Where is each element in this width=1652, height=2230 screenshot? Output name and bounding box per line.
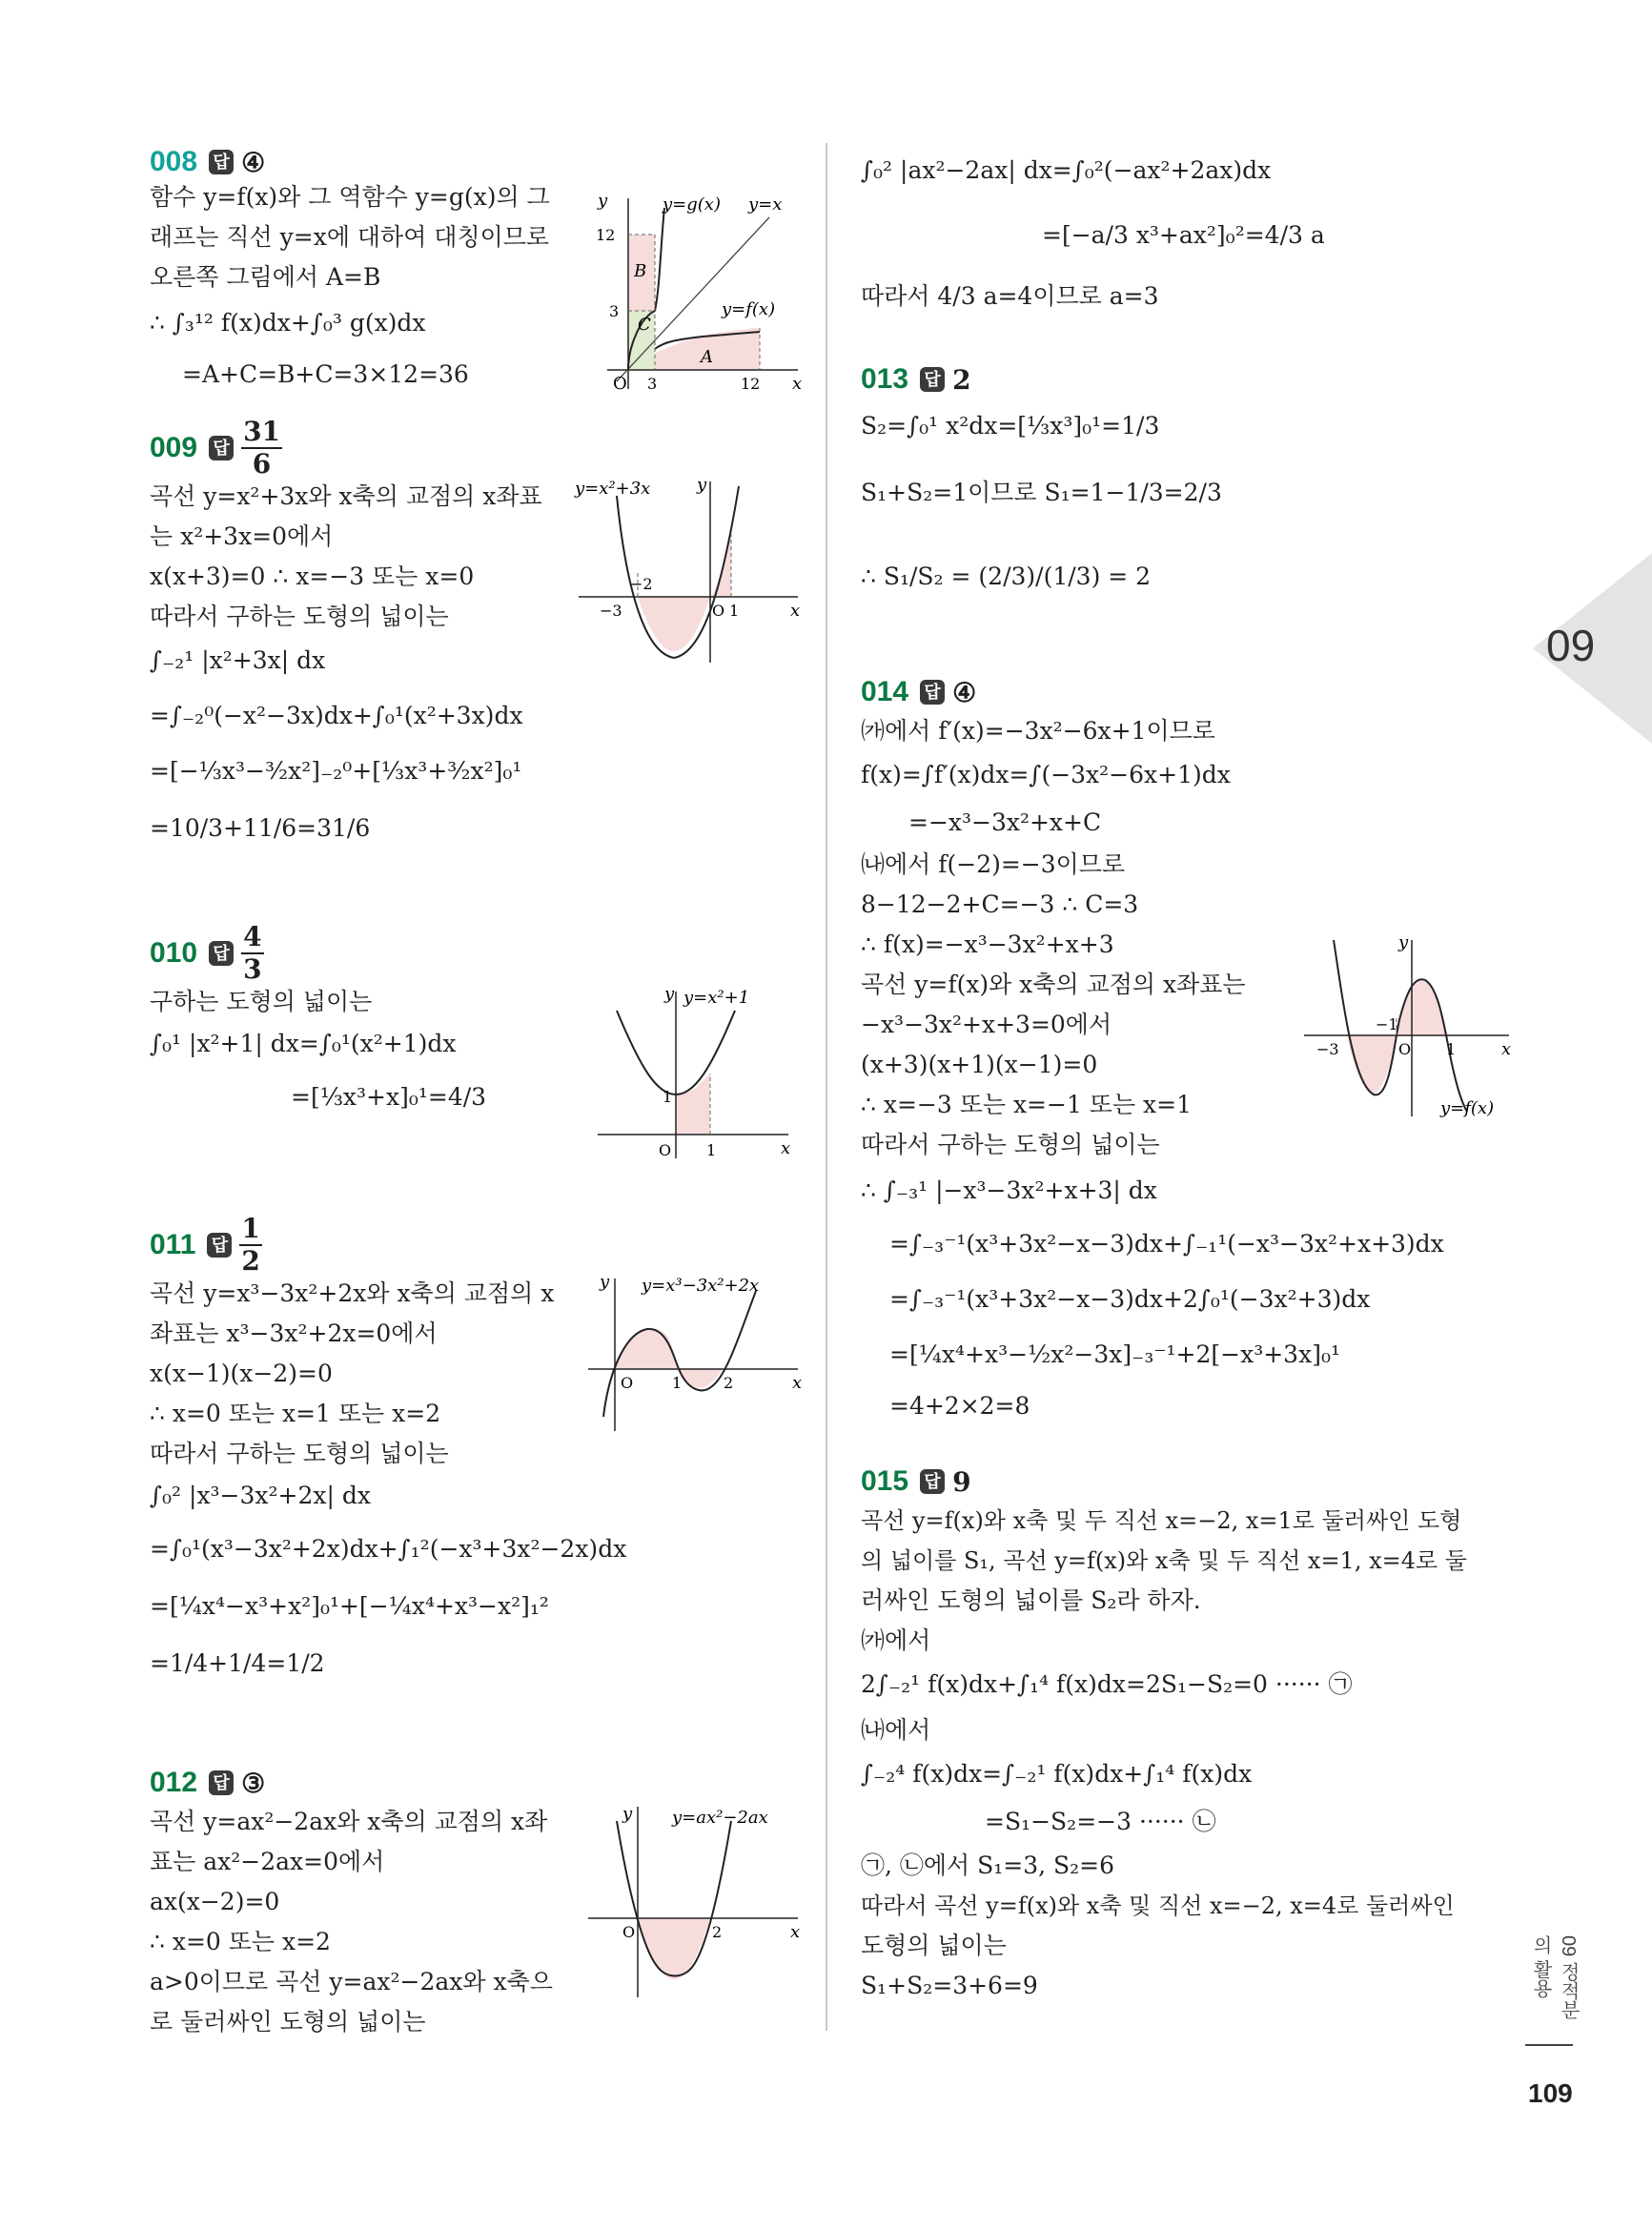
text-line: 따라서 곡선 y=f(x)와 x축 및 직선 x=−2, x=4로 둘러싸인 — [861, 1892, 1455, 1919]
graph-011 — [588, 1274, 807, 1436]
text-line: 도형의 넓이는 — [861, 1932, 1007, 1959]
answer-denominator: 6 — [252, 448, 272, 480]
text-line: 로 둘러싸인 도형의 넓이는 — [150, 2008, 426, 2036]
answer-value: ④ — [241, 146, 266, 178]
formula-line: =∫₋₃⁻¹(x³+3x²−x−3)dx+2∫₀¹(−3x²+3)dx — [889, 1285, 1371, 1313]
y-axis-label: y — [664, 984, 675, 1004]
y-axis-label: y — [622, 1804, 633, 1824]
formula-line: ∫₋₂¹ |x²+3x| dx — [150, 646, 326, 674]
problem-number: 012 — [150, 1767, 198, 1798]
formula-line: =∫₋₂⁰(−x²−3x)dx+∫₀¹(x²+3x)dx — [150, 702, 523, 729]
x-axis-label: x — [792, 1373, 803, 1393]
text-line: 곡선 y=f(x)와 x축의 교점의 x좌표는 — [861, 971, 1246, 998]
text-line: a>0이므로 곡선 y=ax²−2ax와 x축으 — [150, 1968, 553, 1995]
formula-line: ∫₋₂⁴ f(x)dx=∫₋₂¹ f(x)dx+∫₁⁴ f(x)dx — [861, 1760, 1253, 1788]
text-line: ㈏에서 f(−2)=−3이므로 — [861, 850, 1126, 878]
origin-label: O — [712, 602, 725, 620]
text-line: 래프는 직선 y=x에 대하여 대칭이므로 — [150, 223, 550, 251]
answer-numerator: 4 — [243, 921, 262, 952]
answer-tag: 답 — [209, 150, 234, 174]
text-line: ∴ f(x)=−x³−3x²+x+3 — [861, 931, 1114, 958]
curve-label: y=ax²−2ax — [672, 1808, 768, 1828]
formula-line: 2∫₋₂¹ f(x)dx+∫₁⁴ f(x)dx=2S₁−S₂=0 ······ ㉠ — [861, 1670, 1353, 1698]
tick-1: 1 — [672, 1374, 683, 1392]
origin-label: O — [1398, 1040, 1412, 1058]
tick-1-y: 1 — [663, 1088, 673, 1106]
answer-fraction — [239, 1213, 261, 1277]
text-line: ㈏에서 — [861, 1716, 931, 1744]
problem-011 — [150, 1213, 817, 1677]
formula-line: ∴ ∫₃¹² f(x)dx+∫₀³ g(x)dx — [150, 309, 426, 337]
answer-denominator: 3 — [243, 953, 262, 985]
y-axis-label: y — [697, 477, 707, 495]
graph-010 — [588, 982, 798, 1163]
answer-tag: 답 — [209, 436, 234, 460]
formula-line: =[−a/3 x³+ax²]₀²=4/3 a — [1042, 221, 1325, 249]
text-line: x(x+3)=0 ∴ x=−3 또는 x=0 — [150, 563, 475, 590]
text-line: 따라서 구하는 도형의 넓이는 — [150, 1440, 449, 1467]
column-divider — [826, 143, 827, 2031]
x-axis-label: x — [781, 1138, 791, 1158]
answer-tag: 답 — [209, 941, 234, 966]
origin-label: O — [622, 1923, 636, 1941]
text-line: −x³−3x²+x+3=0에서 — [861, 1011, 1112, 1038]
x-axis-label: x — [790, 1922, 801, 1942]
tick-minus1: −1 — [1376, 1015, 1398, 1033]
formula-line: =[−⅓x³−³⁄₂x²]₋₂⁰+[⅓x³+³⁄₂x²]₀¹ — [150, 757, 522, 785]
graph-008 — [588, 189, 807, 399]
f-curve-label: y=f(x) — [722, 299, 776, 319]
answer-numerator: 31 — [243, 416, 281, 447]
answer-tag: 답 — [920, 367, 945, 392]
text-line: 곡선 y=x²+3x와 x축의 교점의 x좌표 — [150, 482, 542, 510]
region-B: B — [634, 261, 647, 281]
formula-line: =4+2×2=8 — [889, 1392, 1030, 1420]
answer-tag: 답 — [920, 1469, 945, 1494]
region-C: C — [638, 315, 651, 335]
text-line: (x+3)(x+1)(x−1)=0 — [861, 1051, 1098, 1078]
problem-009 — [150, 416, 817, 842]
curve-label: y=f(x) — [1440, 1098, 1495, 1118]
formula-line: =−x³−3x²+x+C — [908, 808, 1102, 836]
region-A: A — [701, 347, 713, 367]
problem-015 — [861, 1463, 1519, 1999]
formula-line: f(x)=∫f′(x)dx=∫(−3x²−6x+1)dx — [861, 761, 1231, 788]
formula-line: ∫₀² |ax²−2ax| dx=∫₀²(−ax²+2ax)dx — [861, 156, 1272, 184]
tick-minus2: −2 — [630, 575, 653, 593]
tick-2: 2 — [724, 1374, 734, 1392]
formula-line: =S₁−S₂=−3 ······ ㉡ — [985, 1808, 1216, 1835]
tick-12-y: 12 — [596, 226, 616, 244]
formula-line: =[⅓x³+x]₀¹=4/3 — [291, 1083, 487, 1111]
page-number: 109 — [1528, 2078, 1573, 2108]
graph-014 — [1299, 931, 1519, 1121]
graph-009 — [569, 477, 807, 667]
tick-minus3: −3 — [600, 602, 622, 620]
tick-1: 1 — [729, 602, 740, 620]
problem-008 — [150, 143, 817, 394]
text-line: ∴ x=−3 또는 x=−1 또는 x=1 — [861, 1091, 1192, 1118]
answer-numerator: 1 — [241, 1213, 260, 1244]
line-label: y=x — [748, 194, 783, 215]
side-chapter-title: 09 정적분의 활용 — [1530, 1935, 1579, 2019]
formula-line: =∫₀¹(x³−3x²+2x)dx+∫₁²(−x³+3x²−2x)dx — [150, 1535, 627, 1563]
text-line: S₁+S₂=3+6=9 — [861, 1972, 1038, 1999]
text-line: ∴ x=0 또는 x=2 — [150, 1928, 331, 1955]
text-line: 8−12−2+C=−3 ∴ C=3 — [861, 890, 1139, 918]
formula-line: =1/4+1/4=1/2 — [150, 1649, 325, 1677]
graph-012 — [588, 1802, 807, 2002]
curve-label: y=x²+3x — [575, 479, 651, 499]
answer-tag: 답 — [209, 1770, 234, 1795]
answer-fraction — [241, 921, 263, 985]
answer-tag: 답 — [920, 680, 945, 705]
text-line: 따라서 4/3 a=4이므로 a=3 — [861, 282, 1159, 310]
answer-value: 2 — [952, 363, 971, 396]
formula-line: =10/3+11/6=31/6 — [150, 814, 371, 842]
answer-value: 9 — [952, 1465, 971, 1498]
formula-line: ∫₀¹ |x²+1| dx=∫₀¹(x²+1)dx — [150, 1030, 457, 1057]
text-line: 표는 ax²−2ax=0에서 — [150, 1848, 385, 1875]
answer-value: ③ — [241, 1767, 266, 1799]
formula-line: S₂=∫₀¹ x²dx=[⅓x³]₀¹=1/3 — [861, 412, 1160, 440]
text-line: 의 넓이를 S₁, 곡선 y=f(x)와 x축 및 두 직선 x=1, x=4로 둘 — [861, 1547, 1467, 1574]
curve-label: y=x²+1 — [683, 988, 750, 1008]
text-line: 곡선 y=ax²−2ax와 x축의 교점의 x좌 — [150, 1808, 548, 1835]
formula-line: =[¼x⁴−x³+x²]₀¹+[−¼x⁴+x³−x²]₁² — [150, 1592, 549, 1620]
tick-minus3: −3 — [1316, 1040, 1339, 1058]
problem-number: 011 — [150, 1229, 196, 1260]
answer-value: ④ — [952, 676, 977, 708]
text-line: ax(x−2)=0 — [150, 1888, 280, 1915]
chapter-tab-label: 09 — [1546, 621, 1596, 670]
y-axis-label: y — [598, 191, 608, 211]
problem-number: 015 — [861, 1465, 909, 1497]
text-line: 함수 y=f(x)와 그 역함수 y=g(x)의 그 — [150, 183, 550, 211]
origin-label: O — [621, 1374, 634, 1392]
text-line: x(x−1)(x−2)=0 — [150, 1360, 333, 1387]
text-line: 러싸인 도형의 넓이를 S₂라 하자. — [861, 1586, 1201, 1614]
g-curve-label: y=g(x) — [663, 194, 721, 215]
tick-1-x: 1 — [706, 1141, 717, 1159]
problem-number: 008 — [150, 146, 198, 177]
problem-number: 009 — [150, 432, 198, 463]
tick-1: 1 — [1446, 1040, 1457, 1058]
problem-number: 013 — [861, 363, 909, 395]
x-axis-label: x — [792, 374, 803, 394]
formula-line: =[¼x⁴+x³−½x²−3x]₋₃⁻¹+2[−x³+3x]₀¹ — [889, 1340, 1340, 1368]
x-axis-label: x — [1501, 1039, 1512, 1059]
answer-denominator: 2 — [241, 1245, 260, 1277]
problem-010 — [150, 921, 817, 1159]
answer-tag: 답 — [207, 1233, 232, 1258]
side-rule — [1525, 2044, 1573, 2046]
text-line: 는 x²+3x=0에서 — [150, 522, 334, 550]
x-axis-label: x — [790, 601, 801, 621]
text-line: 따라서 구하는 도형의 넓이는 — [150, 603, 449, 630]
problem-014 — [861, 673, 1519, 1420]
problem-012 — [150, 1764, 817, 2036]
problem-013 — [861, 360, 1519, 590]
problem-number: 010 — [150, 937, 198, 969]
answer-fraction — [241, 416, 282, 480]
tick-3-y: 3 — [609, 302, 620, 320]
text-line: 구하는 도형의 넓이는 — [150, 988, 373, 1015]
formula-line: =A+C=B+C=3×12=36 — [182, 360, 469, 388]
text-line: 오른쪽 그림에서 A=B — [150, 263, 381, 291]
text-line: 좌표는 x³−3x²+2x=0에서 — [150, 1320, 438, 1347]
origin-label: O — [659, 1141, 672, 1159]
formula-line: =∫₋₃⁻¹(x³+3x²−x−3)dx+∫₋₁¹(−x³−3x²+x+3)dx — [889, 1230, 1444, 1258]
curve-label: y=x³−3x²+2x — [642, 1276, 760, 1296]
tick-12-x: 12 — [741, 375, 761, 393]
text-line: ㈎에서 f′(x)=−3x²−6x+1이므로 — [861, 717, 1215, 745]
text-line: 곡선 y=x³−3x²+2x와 x축의 교점의 x — [150, 1279, 555, 1307]
text-line: ∴ x=0 또는 x=1 또는 x=2 — [150, 1400, 441, 1427]
tick-2: 2 — [712, 1923, 723, 1941]
tick-3-x: 3 — [647, 375, 658, 393]
y-axis-label: y — [600, 1274, 610, 1292]
origin-label: O — [613, 374, 627, 394]
formula-line: ∴ ∫₋₃¹ |−x³−3x²+x+3| dx — [861, 1176, 1157, 1204]
text-line: 따라서 구하는 도형의 넓이는 — [861, 1131, 1160, 1158]
y-axis-label: y — [1398, 932, 1409, 952]
formula-line: S₁+S₂=1이므로 S₁=1−1/3=2/3 — [861, 479, 1222, 506]
problem-number: 014 — [861, 676, 909, 707]
formula-line: ∴ S₁/S₂ = (2/3)/(1/3) = 2 — [861, 563, 1152, 590]
formula-line: ∫₀² |x³−3x²+2x| dx — [150, 1482, 371, 1509]
text-line: ㈎에서 — [861, 1626, 931, 1654]
text-line: ㉠, ㉡에서 S₁=3, S₂=6 — [861, 1852, 1115, 1879]
text-line: 곡선 y=f(x)와 x축 및 두 직선 x=−2, x=1로 둘러싸인 도형 — [861, 1507, 1462, 1534]
